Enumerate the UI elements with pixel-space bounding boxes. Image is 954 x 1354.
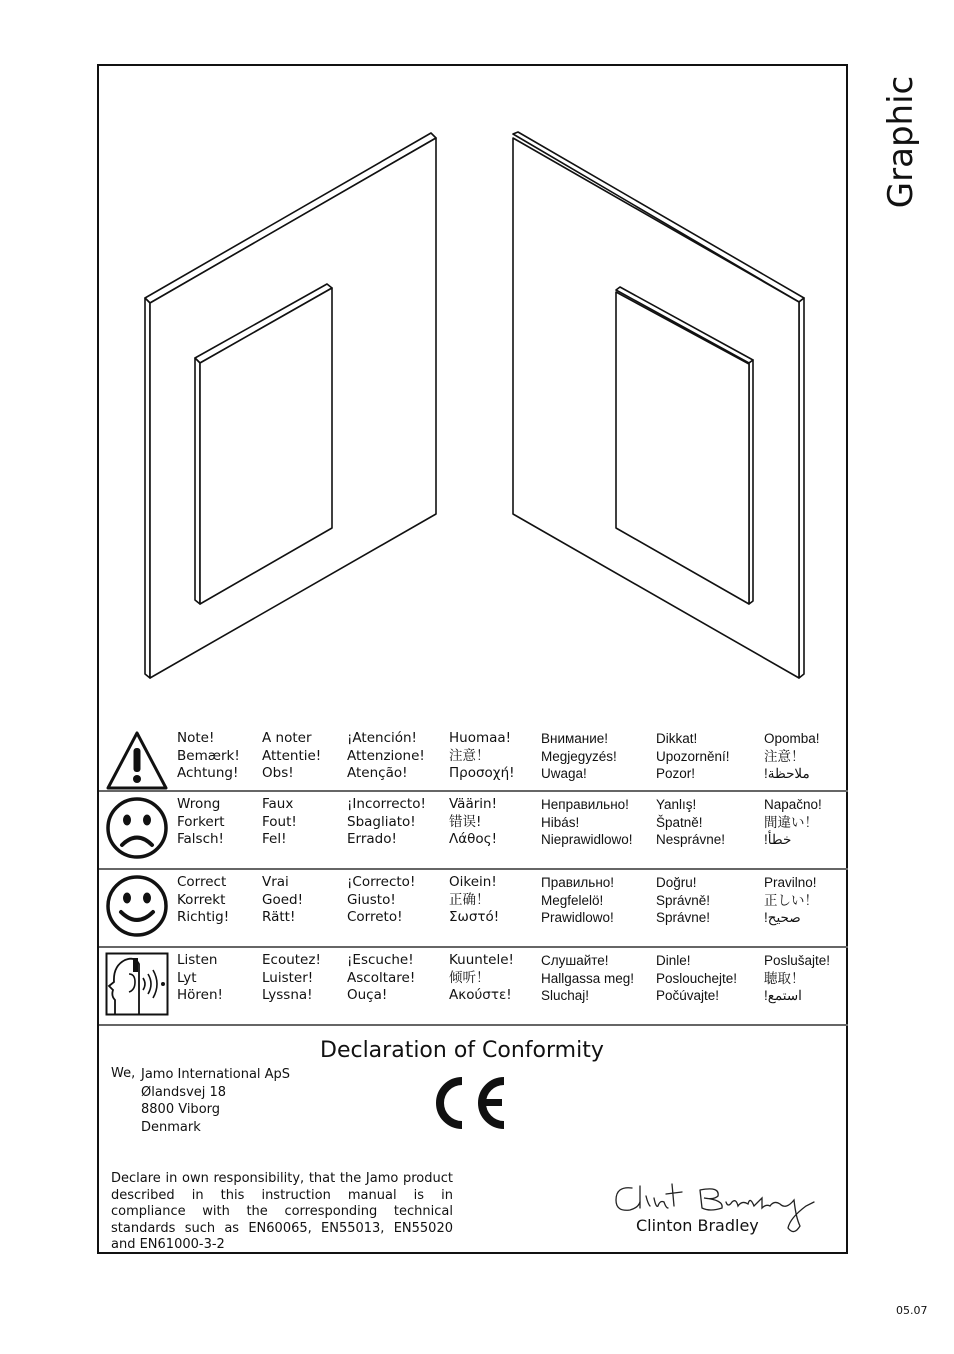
warning-label: Prawidlowo! xyxy=(541,910,614,925)
warning-label: Yanlış! xyxy=(656,797,697,812)
warning-label: Λάθος! xyxy=(449,831,497,847)
warning-label: !خطأ xyxy=(764,832,792,847)
col-es-it-pt xyxy=(347,952,415,1005)
address-line: Jamo International ApS xyxy=(141,1067,291,1082)
side-title xyxy=(864,72,934,212)
warning-label: ¡Correcto! xyxy=(347,874,416,890)
warning-label: Wrong xyxy=(177,796,221,812)
warning-label: Ouça! xyxy=(347,987,388,1003)
warning-label: Pravilno! xyxy=(764,875,817,890)
warning-label: 注意！ xyxy=(764,748,805,764)
we-label: We, xyxy=(111,1066,136,1081)
warning-label: Attentie! xyxy=(262,747,322,764)
warning-label: Huomaa! xyxy=(449,730,512,746)
col-en-da-de xyxy=(177,952,223,1005)
company-address xyxy=(141,1066,290,1136)
col-es-it-pt xyxy=(347,730,425,783)
warning-row-wrong xyxy=(99,792,848,870)
happy-face-icon xyxy=(105,874,169,938)
warning-label: Nieprawidlowo! xyxy=(541,832,633,847)
warning-label: Upozornění! xyxy=(656,748,730,764)
col-fr-nl-sv xyxy=(262,952,321,1005)
warning-label: 正确！ xyxy=(449,891,490,908)
warning-label: Rätt! xyxy=(262,909,296,925)
warning-label: Correct xyxy=(177,874,227,890)
warning-label: Uwaga! xyxy=(541,766,587,781)
col-es-it-pt xyxy=(347,874,415,927)
warning-label: 正しい！ xyxy=(764,892,818,908)
warning-label: Correto! xyxy=(347,909,403,925)
warning-label: Fel! xyxy=(262,831,287,847)
col-ru-hu-pl xyxy=(541,874,614,927)
warning-label: ¡Incorrecto! xyxy=(347,796,426,812)
warning-label: 倾听！ xyxy=(449,969,490,986)
col-fi-zh-el xyxy=(449,730,515,783)
warning-label: 間違い！ xyxy=(764,814,818,830)
warning-label: Ecoutez! xyxy=(262,952,321,968)
warning-label: Správne! xyxy=(656,910,711,925)
warning-label: 错误! xyxy=(449,813,482,830)
warning-label: Слушайте! xyxy=(541,953,609,968)
warning-label: Megjegyzés! xyxy=(541,748,617,764)
col-fi-zh-el xyxy=(449,874,499,927)
warning-label: Luister! xyxy=(262,969,314,986)
declaration-statement: Declare in own responsibility, that the Jamo product described in this instruction manual is in compliance with the corresponding technical standards such as EN60065, EN55013, EN55020 and EN61000-3-2 xyxy=(111,1171,453,1252)
warning-label: Sbagliato! xyxy=(347,813,416,830)
warning-label: Richtig! xyxy=(177,909,230,925)
warning-label: ¡Atención! xyxy=(347,730,417,746)
warning-label: Vrai xyxy=(262,874,289,890)
warning-label: Lyt xyxy=(177,969,197,986)
warning-label: Oikein! xyxy=(449,874,497,890)
warning-label: Note! xyxy=(177,730,215,746)
ce-mark-icon xyxy=(428,1075,508,1131)
warning-label: Неправильно! xyxy=(541,797,629,812)
col-sl-ja-ar xyxy=(764,874,818,927)
sad-face-icon xyxy=(105,796,169,860)
warning-label: Korrekt xyxy=(177,891,226,908)
col-sl-ja-ar xyxy=(764,796,822,849)
warning-label: Väärin! xyxy=(449,796,498,812)
col-ru-hu-pl xyxy=(541,796,633,849)
warning-label: Pozor! xyxy=(656,766,696,781)
warning-label: Dinle! xyxy=(656,953,691,968)
address-line: 8800 Viborg xyxy=(141,1102,221,1117)
col-en-da-de xyxy=(177,796,225,849)
panel-illustration-svg xyxy=(99,66,846,726)
warning-label: Obs! xyxy=(262,765,294,781)
col-tr-cs-sk xyxy=(656,874,710,927)
warning-label: Правильно! xyxy=(541,875,615,890)
col-fi-zh-el xyxy=(449,952,514,1005)
warning-label: Poslouchejte! xyxy=(656,970,738,986)
col-ru-hu-pl xyxy=(541,730,617,783)
warning-label: Внимание! xyxy=(541,731,609,746)
warning-label: Opomba! xyxy=(764,731,820,746)
col-es-it-pt xyxy=(347,796,426,849)
warning-label: Megfelelö! xyxy=(541,892,604,908)
warning-label: Správně! xyxy=(656,892,711,908)
warning-label: Faux xyxy=(262,796,294,812)
col-fi-zh-el xyxy=(449,796,497,849)
warning-label: Poslušajte! xyxy=(764,953,831,968)
warning-label: Attenzione! xyxy=(347,747,425,764)
warning-label: !ملاحظة xyxy=(764,766,810,781)
col-fr-nl-sv xyxy=(262,796,297,849)
side-title-svg xyxy=(864,72,934,212)
warning-label: ¡Escuche! xyxy=(347,952,414,968)
warning-label: Napačno! xyxy=(764,797,822,812)
warning-label: Achtung! xyxy=(177,765,239,781)
warning-row-correct xyxy=(99,870,848,948)
warning-label: Hören! xyxy=(177,987,223,1003)
col-tr-cs-sk xyxy=(656,952,737,1005)
warning-table xyxy=(99,726,848,1026)
warning-label: Dikkat! xyxy=(656,731,698,746)
col-sl-ja-ar xyxy=(764,952,830,1005)
warning-label: Fout! xyxy=(262,813,297,830)
col-fr-nl-sv xyxy=(262,730,321,783)
address-line: Denmark xyxy=(141,1119,201,1135)
warning-label: Špatně! xyxy=(656,814,703,830)
col-en-da-de xyxy=(177,730,240,783)
col-tr-cs-sk xyxy=(656,730,730,783)
warning-label: Atenção! xyxy=(347,765,408,781)
warning-label: Προσοχή! xyxy=(449,765,515,781)
document-version-code: 05.07 xyxy=(896,1304,928,1317)
warning-label: Ακούστε! xyxy=(449,987,512,1003)
warning-label: Σωστό! xyxy=(449,909,500,925)
listening-ear-icon xyxy=(105,952,169,1016)
warning-label: A noter xyxy=(262,730,312,746)
warning-triangle-icon xyxy=(105,730,169,794)
col-ru-hu-pl xyxy=(541,952,634,1005)
warning-label: Hibás! xyxy=(541,814,580,830)
warning-label: Počúvajte! xyxy=(656,988,720,1003)
warning-label: Listen xyxy=(177,952,218,968)
warning-label: Giusto! xyxy=(347,891,396,908)
col-sl-ja-ar xyxy=(764,730,820,783)
warning-row-listen xyxy=(99,948,848,1026)
warning-label: Sluchaj! xyxy=(541,988,590,1003)
panel-illustration xyxy=(99,66,846,726)
col-en-da-de xyxy=(177,874,229,927)
warning-label: !صحيح xyxy=(764,910,801,925)
warning-label: Kuuntele! xyxy=(449,952,514,968)
warning-label: Bemærk! xyxy=(177,747,240,764)
side-title-text: Graphic xyxy=(881,75,921,209)
warning-row-note xyxy=(99,726,848,792)
declaration-title: Declaration of Conformity xyxy=(320,1038,604,1063)
warning-label: Falsch! xyxy=(177,831,224,847)
warning-label: Hallgassa meg! xyxy=(541,970,635,986)
warning-label: Goed! xyxy=(262,891,304,908)
col-fr-nl-sv xyxy=(262,874,303,927)
address-line: Ølandsvej 18 xyxy=(141,1084,227,1100)
warning-label: Lyssna! xyxy=(262,987,313,1003)
warning-label: Doğru! xyxy=(656,875,697,890)
col-tr-cs-sk xyxy=(656,796,725,849)
warning-label: Forkert xyxy=(177,813,225,830)
warning-label: Errado! xyxy=(347,831,397,847)
warning-label: 聴取！ xyxy=(764,970,805,986)
warning-label: Ascoltare! xyxy=(347,969,416,986)
warning-label: !استمع xyxy=(764,988,802,1003)
warning-label: 注意！ xyxy=(449,747,490,764)
signatory-name: Clinton Bradley xyxy=(636,1216,759,1235)
warning-label: Nesprávne! xyxy=(656,832,726,847)
